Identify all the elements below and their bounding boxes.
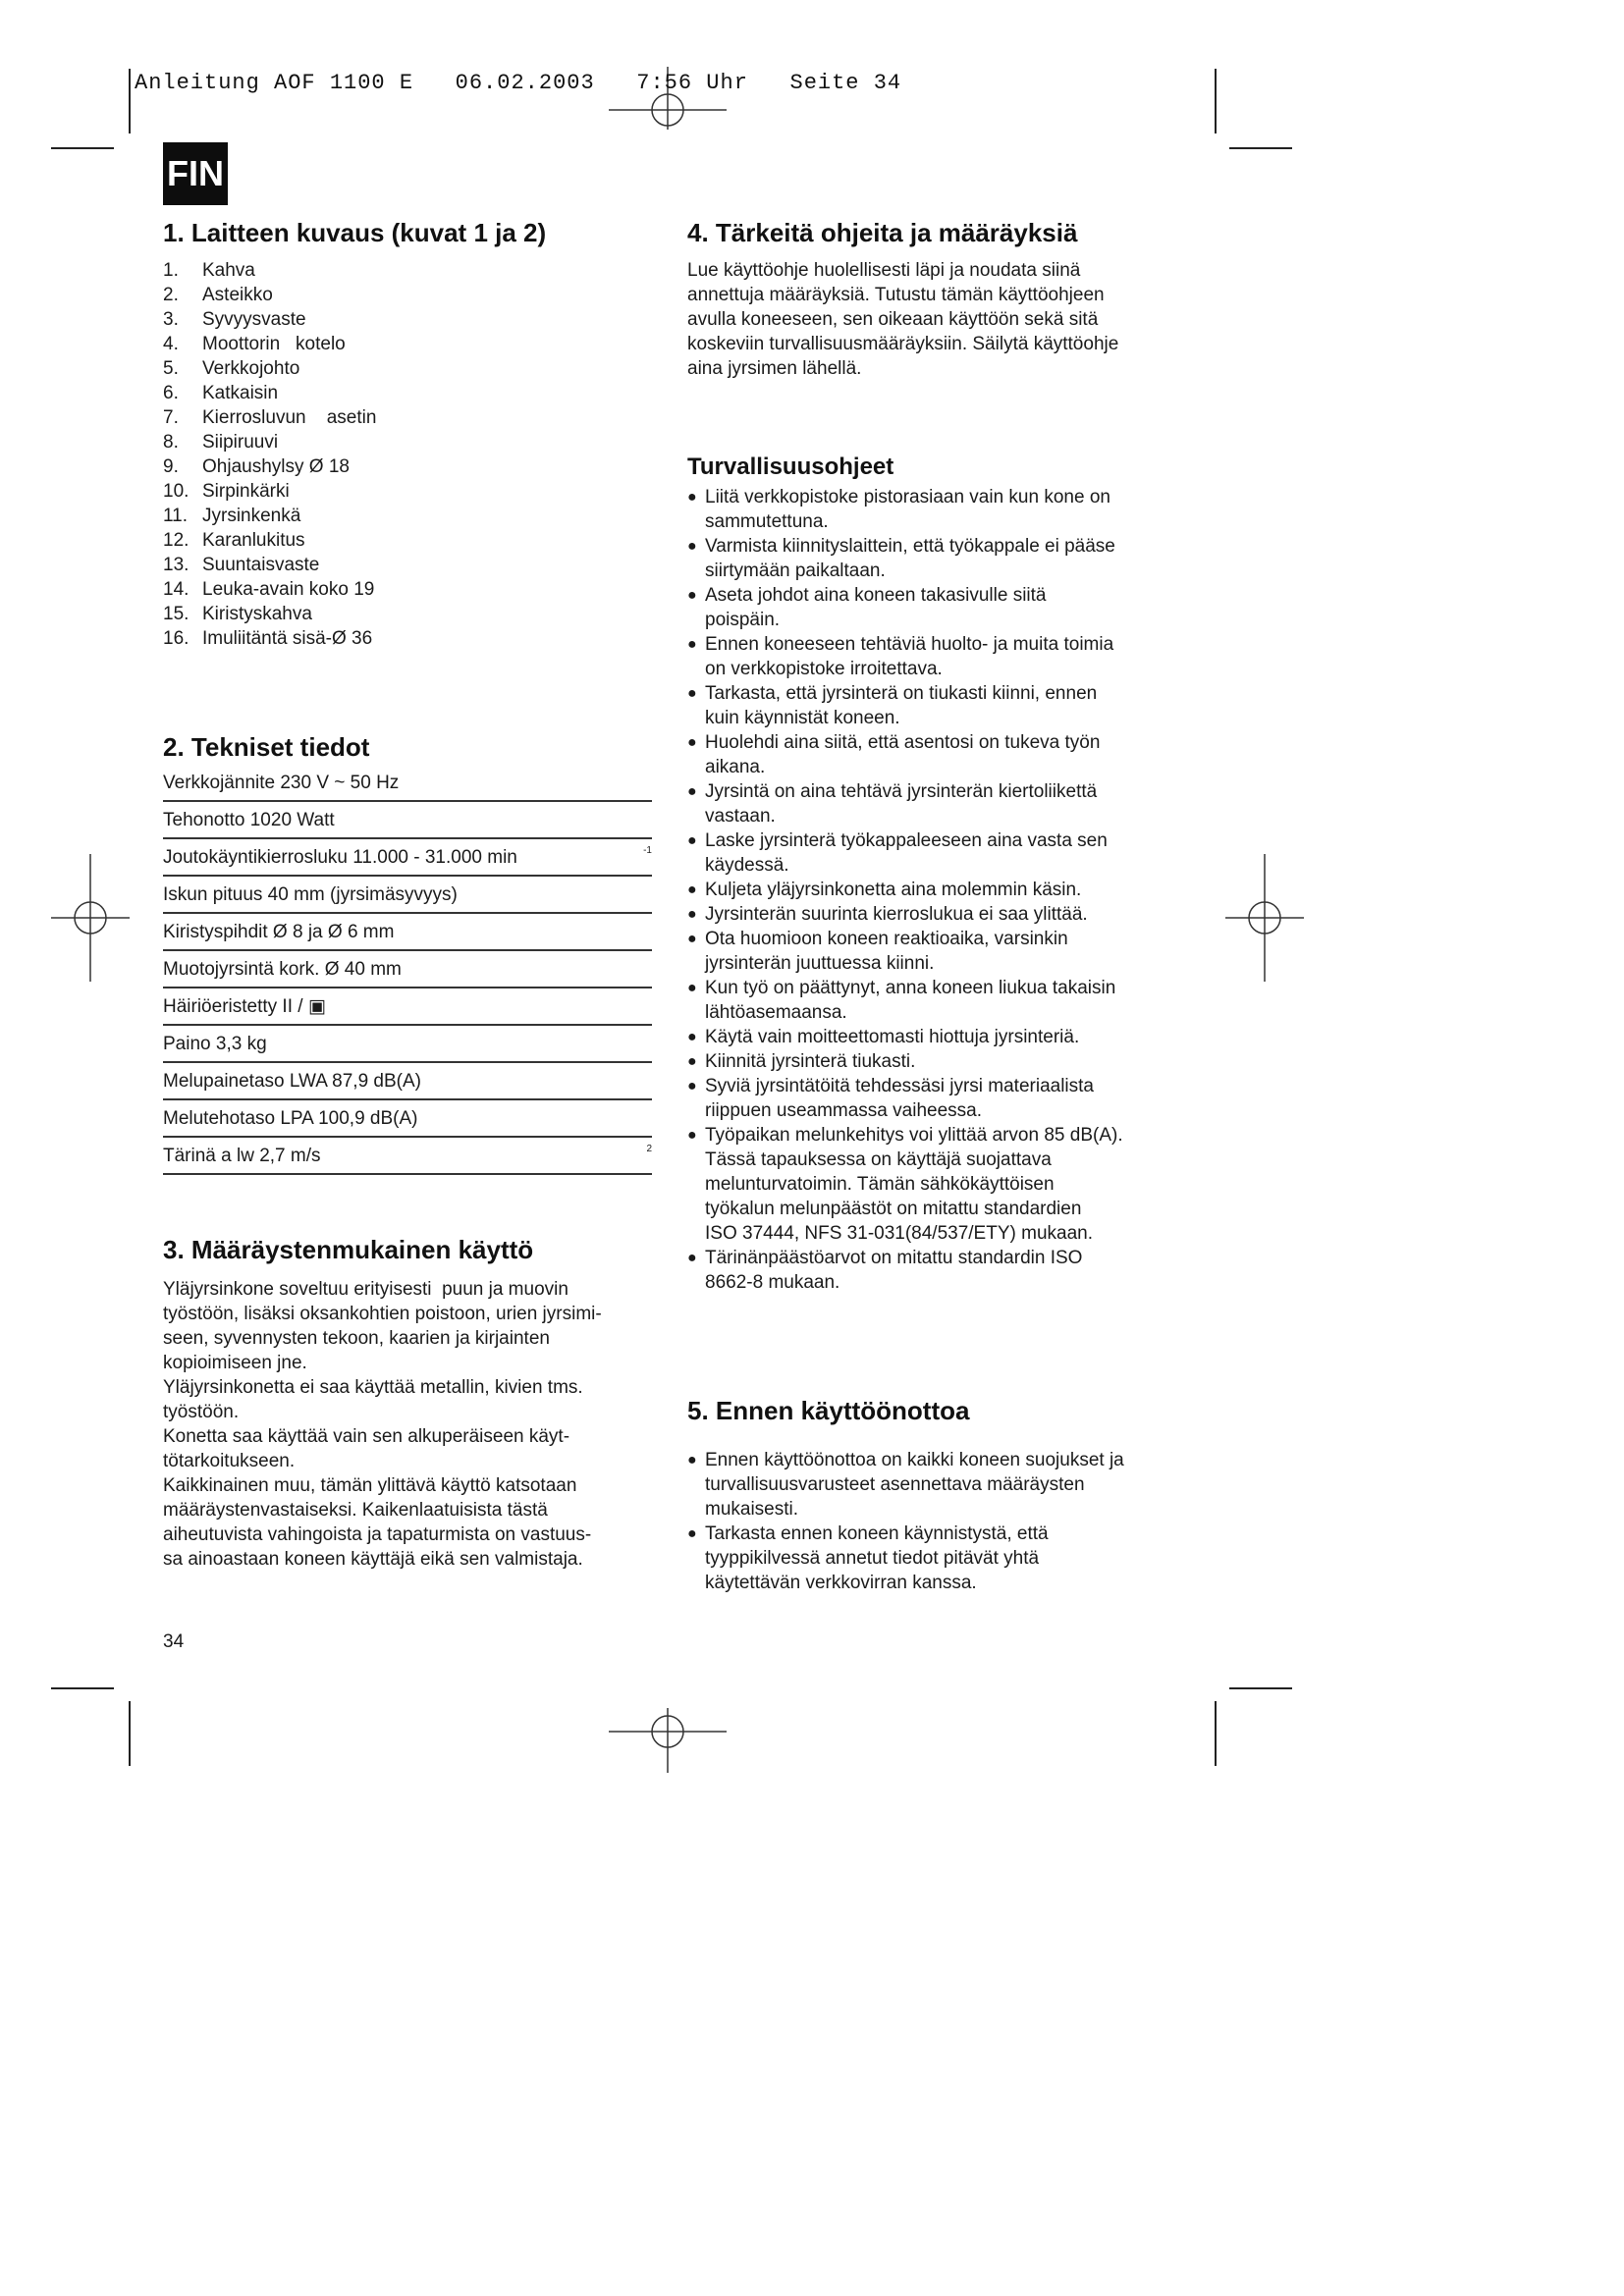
list-item-number: 16.: [163, 628, 189, 649]
list-item-text: Moottorin kotelo: [202, 334, 346, 354]
bullet-icon: ●: [687, 1029, 697, 1045]
bullet-line: Jyrsinterän suurinta kierroslukua ei saa ylittää.: [705, 904, 1088, 925]
intended-use-text: [163, 1277, 654, 1572]
list-item-text: Katkaisin: [202, 383, 279, 403]
list-item: [163, 553, 654, 577]
bullet-text: [705, 1074, 1094, 1123]
section-device-description: [163, 218, 654, 651]
bullet-line: mukaisesti.: [705, 1499, 799, 1520]
text-line: Konetta saa käyttää vain sen alkuperäiseen käyt-: [163, 1426, 570, 1447]
before-use-list: [687, 1448, 1208, 1595]
list-item-number: 3.: [163, 309, 179, 330]
bullet-line: Laske jyrsinterä työkappaleeseen aina vasta sen: [705, 830, 1108, 851]
spec-superscript: [642, 1099, 652, 1137]
bullet-icon: ●: [687, 538, 697, 555]
bullet-line: Tarkasta ennen koneen käynnistystä, että: [705, 1523, 1049, 1544]
bullet-text: [705, 1025, 1079, 1049]
crop-mark-bottom-left-horizontal: [51, 1687, 114, 1689]
bullet-line: Ennen koneeseen tehtäviä huolto- ja muita toimia: [705, 634, 1114, 655]
section-technical-data: [163, 732, 654, 1175]
bullet-item: [687, 927, 1208, 976]
bullet-line: siirtymään paikaltaan.: [705, 561, 886, 581]
bullet-icon: ●: [687, 1452, 697, 1468]
bullet-line: Työpaikan melunkehitys voi ylittää arvon 85 dB(A).: [705, 1125, 1123, 1146]
spec-value: Melupainetaso LWA 87,9 dB(A): [163, 1062, 642, 1099]
list-item: [163, 381, 654, 405]
list-item-number: 2.: [163, 285, 179, 305]
bullet-text: [705, 927, 1068, 976]
list-item: [163, 332, 654, 356]
spec-value: Muotojyrsintä kork. Ø 40 mm: [163, 950, 642, 988]
list-item-text: Ohjaushylsy Ø 18: [202, 456, 350, 477]
bullet-line: työkalun melunpäästöt on mitattu standardien: [705, 1199, 1082, 1219]
bullet-line: käydessä.: [705, 855, 789, 876]
bullet-item: [687, 1246, 1208, 1295]
list-item: [163, 454, 654, 479]
spec-value: Melutehotaso LPA 100,9 dB(A): [163, 1099, 642, 1137]
bullet-line: Tärinänpäästöarvot on mitattu standardin ISO: [705, 1248, 1083, 1268]
crop-mark-top-left-vertical: [129, 69, 131, 133]
bullet-item: [687, 583, 1208, 632]
text-line: sa ainoastaan koneen käyttäjä eikä sen valmistaja.: [163, 1549, 583, 1570]
table-row: [163, 765, 652, 801]
bullet-line: käytettävän verkkovirran kanssa.: [705, 1573, 977, 1593]
list-item-text: Siipiruuvi: [202, 432, 279, 453]
spec-superscript: [642, 988, 652, 1025]
bullet-line: Huolehdi aina siitä, että asentosi on tukeva työn: [705, 732, 1101, 753]
list-item-text: Kahva: [202, 260, 255, 281]
list-item: [163, 430, 654, 454]
registration-mark-left: [51, 854, 130, 982]
bullet-icon: ●: [687, 832, 697, 849]
spec-value: Häiriöeristetty II / ▣: [163, 988, 642, 1025]
list-item-number: 8.: [163, 432, 179, 453]
bullet-line: riippuen useammassa vaiheessa.: [705, 1100, 982, 1121]
bullet-text: [705, 485, 1110, 534]
list-item-number: 9.: [163, 456, 179, 477]
spec-superscript: [642, 801, 652, 838]
spec-value: Verkkojännite 230 V ~ 50 Hz: [163, 765, 642, 801]
bullet-line: Tässä tapauksessa on käyttäjä suojattava: [705, 1149, 1052, 1170]
bullet-line: ISO 37444, NFS 31-031(84/537/ETY) mukaan.: [705, 1223, 1093, 1244]
list-item: [163, 626, 654, 651]
important-notes-text: [687, 258, 1208, 381]
list-item: [163, 405, 654, 430]
language-badge: FIN: [163, 142, 228, 205]
list-item-text: Jyrsinkenkä: [202, 506, 301, 526]
table-row: [163, 1137, 652, 1174]
list-item-number: 7.: [163, 407, 179, 428]
section-safety: [687, 454, 1208, 1295]
bullet-item: [687, 878, 1208, 902]
bullet-line: lähtöasemaansa.: [705, 1002, 847, 1023]
text-line: Yläjyrsinkone soveltuu erityisesti puun ja muovin: [163, 1279, 568, 1300]
safety-title: Turvallisuusohjeet: [687, 454, 894, 480]
bullet-icon: ●: [687, 1127, 697, 1144]
list-item-text: Leuka-avain koko 19: [202, 579, 375, 600]
table-row: [163, 1025, 652, 1062]
bullet-icon: ●: [687, 1053, 697, 1070]
bullet-icon: ●: [687, 1250, 697, 1266]
section-5-title: 5. Ennen käyttöönottoa: [687, 1396, 970, 1425]
spec-table: [163, 765, 652, 1175]
bullet-text: [705, 632, 1113, 681]
text-line: tötarkoitukseen.: [163, 1451, 296, 1471]
bullet-item: [687, 1074, 1208, 1123]
list-item-number: 10.: [163, 481, 189, 502]
section-3-title: 3. Määräystenmukainen käyttö: [163, 1235, 534, 1264]
spec-superscript: -1: [642, 838, 652, 876]
list-item: [163, 577, 654, 602]
table-row: [163, 913, 652, 950]
bullet-item: [687, 976, 1208, 1025]
table-row: [163, 988, 652, 1025]
spec-superscript: [642, 950, 652, 988]
table-row: [163, 1062, 652, 1099]
bullet-line: kuin käynnistät koneen.: [705, 708, 900, 728]
bullet-text: [705, 583, 1047, 632]
bullet-item: [687, 1049, 1208, 1074]
bullet-text: [705, 1123, 1123, 1246]
bullet-icon: ●: [687, 906, 697, 923]
bullet-line: Varmista kiinnityslaittein, että työkappale ei pääse: [705, 536, 1115, 557]
spec-superscript: [642, 765, 652, 801]
list-item-text: Syvyysvaste: [202, 309, 306, 330]
list-item-text: Verkkojohto: [202, 358, 300, 379]
bullet-line: poispäin.: [705, 610, 781, 630]
bullet-text: [705, 976, 1115, 1025]
bullet-line: tyyppikilvessä annetut tiedot pitävät yhtä: [705, 1548, 1040, 1569]
bullet-icon: ●: [687, 980, 697, 996]
bullet-text: [705, 730, 1100, 779]
spec-superscript: [642, 913, 652, 950]
bullet-text: [705, 878, 1081, 902]
bullet-item: [687, 779, 1208, 828]
safety-list: [687, 485, 1208, 1295]
bullet-item: [687, 632, 1208, 681]
section-4-title: 4. Tärkeitä ohjeita ja määräyksiä: [687, 218, 1078, 247]
bullet-line: melunturvatoimin. Tämän sähkökäyttöisen: [705, 1174, 1055, 1195]
section-important-notes: [687, 218, 1208, 381]
registration-mark-bottom: [609, 1708, 727, 1773]
print-header: Anleitung AOF 1100 E 06.02.2003 7:56 Uhr Seite 34: [135, 71, 902, 95]
bullet-text: [705, 1246, 1082, 1295]
bullet-item: [687, 485, 1208, 534]
crop-mark-bottom-left-vertical: [129, 1701, 131, 1766]
section-intended-use: [163, 1235, 654, 1572]
bullet-icon: ●: [687, 783, 697, 800]
crop-mark-top-right-vertical: [1215, 69, 1217, 133]
text-line: määräystenvastaiseksi. Kaikenlaatuisista tästä: [163, 1500, 548, 1521]
spec-value: Kiristyspihdit Ø 8 ja Ø 6 mm: [163, 913, 642, 950]
list-item-number: 5.: [163, 358, 179, 379]
text-line: annettuja määräyksiä. Tutustu tämän käyttöohjeen: [687, 285, 1105, 305]
bullet-item: [687, 1448, 1208, 1522]
table-row: [163, 876, 652, 913]
list-item-text: Asteikko: [202, 285, 273, 305]
list-item-text: Sirpinkärki: [202, 481, 290, 502]
bullet-item: [687, 730, 1208, 779]
crop-mark-top-right-horizontal: [1229, 147, 1292, 149]
crop-mark-bottom-right-vertical: [1215, 1701, 1217, 1766]
bullet-line: on verkkopistoke irroitettava.: [705, 659, 943, 679]
list-item-text: Imuliitäntä sisä-Ø 36: [202, 628, 373, 649]
text-line: avulla koneeseen, sen oikeaan käyttöön sekä sitä: [687, 309, 1099, 330]
bullet-item: [687, 1522, 1208, 1595]
spec-value: Iskun pituus 40 mm (jyrsimäsyvyys): [163, 876, 642, 913]
bullet-line: Jyrsintä on aina tehtävä jyrsinterän kiertoliikettä: [705, 781, 1098, 802]
bullet-text: [705, 1448, 1124, 1522]
spec-superscript: 2: [642, 1137, 652, 1174]
list-item-text: Kierrosluvun asetin: [202, 407, 377, 428]
table-row: [163, 838, 652, 876]
list-item: [163, 356, 654, 381]
bullet-item: [687, 534, 1208, 583]
spec-superscript: [642, 876, 652, 913]
list-item: [163, 479, 654, 504]
text-line: työstöön, lisäksi oksankohtien poistoon, urien jyrsimi-: [163, 1304, 602, 1324]
list-item-number: 4.: [163, 334, 179, 354]
crop-mark-bottom-right-horizontal: [1229, 1687, 1292, 1689]
bullet-line: Käytä vain moitteettomasti hiottuja jyrsinteriä.: [705, 1027, 1080, 1047]
section-1-title: 1. Laitteen kuvaus (kuvat 1 ja 2): [163, 218, 547, 247]
bullet-line: sammutettuna.: [705, 511, 829, 532]
bullet-line: vastaan.: [705, 806, 776, 827]
bullet-icon: ●: [687, 931, 697, 947]
bullet-icon: ●: [687, 587, 697, 604]
list-item-number: 11.: [163, 506, 189, 526]
bullet-text: [705, 779, 1097, 828]
list-item-number: 12.: [163, 530, 189, 551]
list-item: [163, 307, 654, 332]
bullet-icon: ●: [687, 1525, 697, 1542]
spec-value: Tärinä a lw 2,7 m/s: [163, 1137, 642, 1174]
bullet-icon: ●: [687, 636, 697, 653]
bullet-item: [687, 681, 1208, 730]
bullet-line: Liitä verkkopistoke pistorasiaan vain kun kone on: [705, 487, 1110, 507]
list-item: [163, 504, 654, 528]
bullet-icon: ●: [687, 734, 697, 751]
bullet-item: [687, 1025, 1208, 1049]
spec-superscript: [642, 1025, 652, 1062]
list-item-number: 14.: [163, 579, 189, 600]
text-line: Lue käyttöohje huolellisesti läpi ja noudata siinä: [687, 260, 1081, 281]
spec-superscript: [642, 1062, 652, 1099]
section-before-use: [687, 1396, 1208, 1595]
bullet-line: aikana.: [705, 757, 766, 777]
table-row: [163, 801, 652, 838]
crop-mark-top-left-horizontal: [51, 147, 114, 149]
spec-value: Paino 3,3 kg: [163, 1025, 642, 1062]
bullet-line: Syviä jyrsintätöitä tehdessäsi jyrsi materiaalista: [705, 1076, 1094, 1096]
spec-value: Tehonotto 1020 Watt: [163, 801, 642, 838]
list-item: [163, 283, 654, 307]
bullet-item: [687, 1123, 1208, 1246]
bullet-icon: ●: [687, 881, 697, 898]
spec-value: Joutokäyntikierrosluku 11.000 - 31.000 min: [163, 838, 642, 876]
list-item-text: Karanlukitus: [202, 530, 305, 551]
bullet-item: [687, 828, 1208, 878]
table-row: [163, 1099, 652, 1137]
bullet-line: Kun työ on päättynyt, anna koneen liukua takaisin: [705, 978, 1116, 998]
bullet-icon: ●: [687, 1078, 697, 1095]
list-item-number: 15.: [163, 604, 189, 624]
bullet-line: jyrsinterän juuttuessa kiinni.: [705, 953, 935, 974]
text-line: Kaikkinainen muu, tämän ylittävä käyttö katsotaan: [163, 1475, 577, 1496]
bullet-line: Aseta johdot aina koneen takasivulle siitä: [705, 585, 1047, 606]
bullet-line: Tarkasta, että jyrsinterä on tiukasti kiinni, ennen: [705, 683, 1098, 704]
list-item-text: Suuntaisvaste: [202, 555, 320, 575]
bullet-item: [687, 902, 1208, 927]
bullet-text: [705, 828, 1108, 878]
text-line: kopioimiseen jne.: [163, 1353, 307, 1373]
section-2-title: 2. Tekniset tiedot: [163, 732, 370, 762]
bullet-line: turvallisuusvarusteet asennettava määräysten: [705, 1474, 1085, 1495]
bullet-text: [705, 1522, 1049, 1595]
bullet-icon: ●: [687, 685, 697, 702]
list-item-number: 6.: [163, 383, 179, 403]
table-row: [163, 950, 652, 988]
bullet-line: Kuljeta yläjyrsinkonetta aina molemmin käsin.: [705, 880, 1082, 900]
bullet-line: Ennen käyttöönottoa on kaikki koneen suojukset ja: [705, 1450, 1124, 1470]
bullet-icon: ●: [687, 489, 697, 506]
text-line: seen, syvennysten tekoon, kaarien ja kirjainten: [163, 1328, 550, 1349]
bullet-text: [705, 902, 1088, 927]
list-item-text: Kiristyskahva: [202, 604, 312, 624]
list-item: [163, 602, 654, 626]
bullet-line: Ota huomioon koneen reaktioaika, varsinkin: [705, 929, 1068, 949]
text-line: Yläjyrsinkonetta ei saa käyttää metallin, kivien tms.: [163, 1377, 583, 1398]
bullet-text: [705, 534, 1115, 583]
list-item-number: 13.: [163, 555, 189, 575]
list-item-number: 1.: [163, 260, 179, 281]
registration-mark-right: [1225, 854, 1304, 982]
page-number: 34: [163, 1631, 185, 1652]
text-line: koskeviin turvallisuusmääräyksiin. Säilytä käyttöohje: [687, 334, 1119, 354]
bullet-line: Kiinnitä jyrsinterä tiukasti.: [705, 1051, 916, 1072]
text-line: työstöön.: [163, 1402, 240, 1422]
text-line: aina jyrsimen lähellä.: [687, 358, 862, 379]
parts-list: [163, 258, 654, 651]
text-line: aiheutuvista vahingoista ja tapaturmista on vastuus-: [163, 1524, 592, 1545]
list-item: [163, 258, 654, 283]
bullet-text: [705, 1049, 915, 1074]
bullet-line: 8662-8 mukaan.: [705, 1272, 840, 1293]
list-item: [163, 528, 654, 553]
bullet-text: [705, 681, 1097, 730]
